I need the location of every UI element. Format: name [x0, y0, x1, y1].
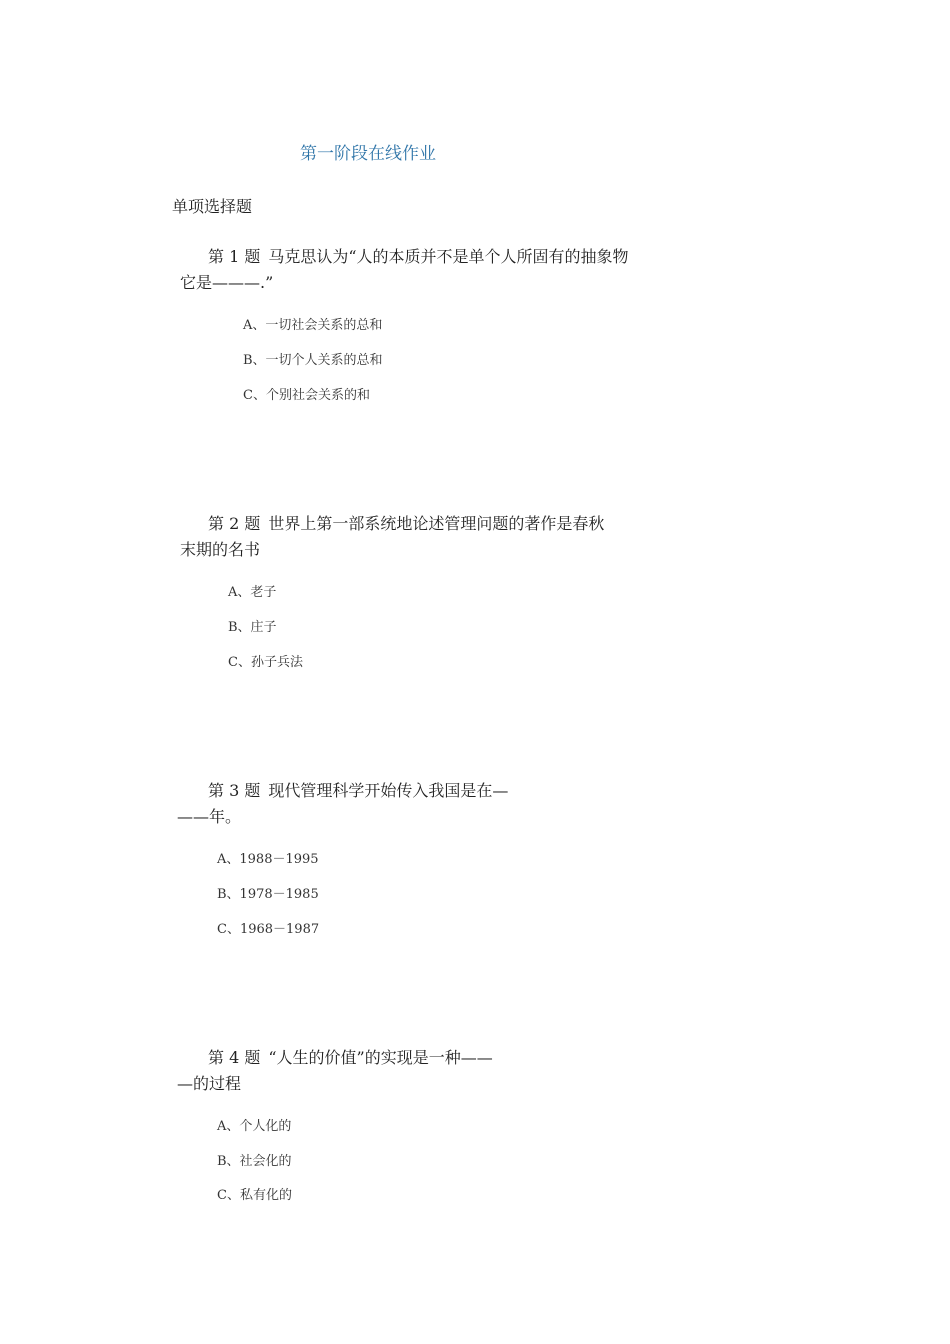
section-heading: 单项选择题 — [172, 197, 253, 216]
question-3-option-a[interactable]: A、1988－1995 — [217, 852, 319, 867]
question-1-stem — [208, 244, 629, 267]
question-2-option-b[interactable]: B、庄子 — [228, 620, 277, 635]
question-1-text-cont: 它是———.” — [180, 273, 274, 292]
question-1-option-b[interactable]: B、一切个人关系的总和 — [243, 353, 383, 368]
page-title: 第一阶段在线作业 — [300, 144, 436, 164]
question-4-option-a[interactable]: A、个人化的 — [217, 1119, 292, 1134]
question-3-text: 现代管理科学开始传入我国是在— — [268, 781, 509, 800]
question-2-stem — [208, 511, 604, 534]
question-1-text: 马克思认为“人的本质并不是单个人所固有的抽象物 — [268, 247, 629, 266]
question-1-number: 第 1 题 — [208, 247, 261, 266]
question-1-option-c[interactable]: C、个别社会关系的和 — [243, 388, 370, 403]
question-2-option-a[interactable]: A、老子 — [228, 585, 277, 600]
question-4-option-c[interactable]: C、私有化的 — [217, 1188, 292, 1203]
question-2-number: 第 2 题 — [208, 514, 261, 533]
question-2-text: 世界上第一部系统地论述管理问题的著作是春秋 — [268, 514, 605, 533]
question-4-number: 第 4 题 — [208, 1048, 261, 1067]
question-4-text-cont: —的过程 — [177, 1074, 242, 1093]
question-3-text-cont: ——年。 — [177, 807, 242, 826]
question-3-stem — [208, 778, 508, 801]
question-2-text-cont: 末期的名书 — [180, 540, 261, 559]
question-3-option-b[interactable]: B、1978－1985 — [217, 887, 319, 902]
question-4-text: “人生的价值”的实现是一种—— — [268, 1048, 493, 1067]
question-3-number: 第 3 题 — [208, 781, 261, 800]
question-3-option-c[interactable]: C、1968－1987 — [217, 922, 320, 937]
question-1-option-a[interactable]: A、一切社会关系的总和 — [243, 318, 383, 333]
question-4-stem — [208, 1045, 493, 1068]
question-4-option-b[interactable]: B、社会化的 — [217, 1154, 292, 1169]
question-2-option-c[interactable]: C、孙子兵法 — [228, 655, 303, 670]
